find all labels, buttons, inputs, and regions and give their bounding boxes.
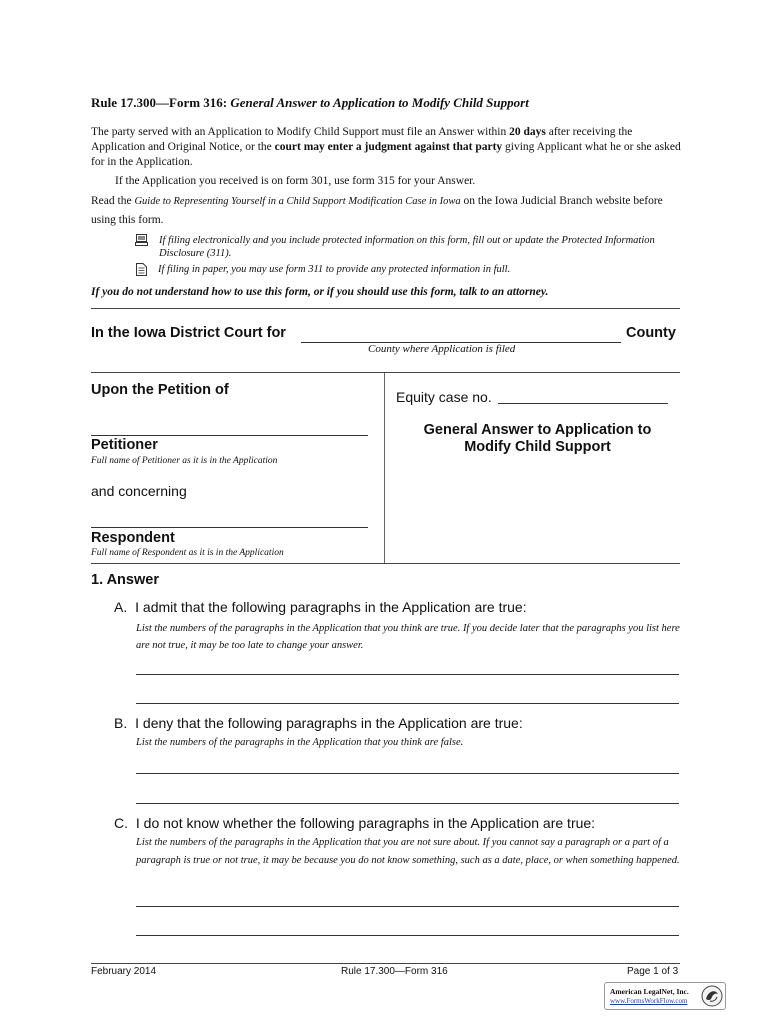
answer-a-text: I admit that the following paragraphs in the Application are true: [135,599,527,615]
answer-b-text: I deny that the following paragraphs in the Application are true: [135,715,523,731]
form-title [91,95,529,111]
county-label: County [626,325,676,341]
answer-b-note: List the numbers of the paragraphs in the Application that you think are false. [136,737,464,748]
respondent-name-line[interactable] [91,527,368,528]
answer-c-line-1[interactable] [136,906,679,907]
intro-paragraph-3 [91,192,683,229]
answer-a-line-1[interactable] [136,674,679,675]
caption-vertical-divider [384,373,385,563]
answer-a-label: A. [114,599,128,615]
form-caption-title [384,422,691,456]
respondent-note: Full name of Respondent as it is in the Application [91,548,284,558]
divider-caption-top [91,372,680,373]
answer-c [114,815,595,831]
publisher-badge[interactable] [604,982,726,1010]
attorney-warning: If you do not understand how to use this form, or if you should use this form, talk to an attorney. [91,286,549,298]
answer-a [114,599,527,615]
petitioner-label: Petitioner [91,437,158,453]
footer-date: February 2014 [91,966,157,977]
intro-text: after receiving the Application and Original Notice, or the [91,126,633,153]
form-title-italic: General Answer to Application to Modify Child Support [230,95,529,110]
answer-a-line-2[interactable] [136,703,679,704]
answer-b-label: B. [114,715,128,731]
footer-form: Rule 17.300—Form 316 [341,966,448,977]
guide-title: Guide to Representing Yourself in a Child Support Modification Case in Iowa [134,196,461,207]
answer-c-line-2[interactable] [136,935,679,936]
answer-c-note: List the numbers of the paragraphs in the Application that you are not sure about. If you cannot say a paragraph or a part of a paragraph is true or not true, it may be because you do not know something, such as a date, place, or when something happened. [136,837,680,866]
paper-document-icon [136,263,147,276]
form-title-prefix: Rule 17.300—Form 316: [91,95,231,110]
intro-paragraph-2: If the Application you received is on form 301, use form 315 for your Answer. [115,175,476,187]
bullet-electronic-text: If filing electronically and you include protected information on this form, fill out or update the Protected Information Disclosure (311). [159,235,655,259]
equity-case-number-line[interactable] [498,403,668,404]
and-concerning-label: and concerning [91,483,187,499]
form-caption-title-line-2: Modify Child Support [464,439,611,455]
respondent-label: Respondent [91,530,175,546]
answer-c-text: I do not know whether the following paragraphs in the Application are true: [135,815,596,831]
answer-heading: 1. Answer [91,572,159,588]
answer-b-line-2[interactable] [136,803,679,804]
petitioner-name-line[interactable] [91,435,368,436]
answer-a-note: List the numbers of the paragraphs in the Application that you think are true. If you decide later that the paragraphs you list here are not true, it may be too late to change your answer. [136,623,680,651]
bullet-paper-text: If filing in paper, you may use form 311 to provide any protected information in full. [158,264,511,275]
intro-text: The party served with an Application to Modify Child Support must file an Answer within [91,126,510,138]
publisher-website-link[interactable]: www.FormsWorkFlow.com [610,997,688,1005]
answer-b [114,715,523,731]
publisher-name: American LegalNet, Inc. [610,987,689,996]
form-caption-title-line-1: General Answer to Application to [423,422,652,438]
intro-warning-bold: court may enter a judgment against that party [274,141,503,153]
intro-text: on the Iowa Judicial Branch website before using this form. [91,195,663,226]
divider-top [91,308,680,309]
upon-petition-label: Upon the Petition of [91,382,229,398]
intro-paragraph-1 [91,125,683,170]
computer-icon [135,234,148,246]
footer-divider [91,963,680,964]
intro-text: Read the [91,195,135,207]
footer-page: Page 1 of 3 [627,966,679,977]
court-label: In the Iowa District Court for [91,325,286,341]
intro-deadline: 20 days [509,126,546,138]
petitioner-note: Full name of Petitioner as it is in the Application [91,456,278,466]
publisher-logo-icon [701,985,723,1007]
intro-text: giving Applicant what he or she asked for in the Application. [91,141,681,168]
answer-c-label: C. [114,815,128,831]
divider-caption-bottom [91,563,680,564]
equity-case-label: Equity case no. [396,389,492,405]
answer-b-line-1[interactable] [136,773,679,774]
county-caption: County where Application is filed [368,343,516,355]
